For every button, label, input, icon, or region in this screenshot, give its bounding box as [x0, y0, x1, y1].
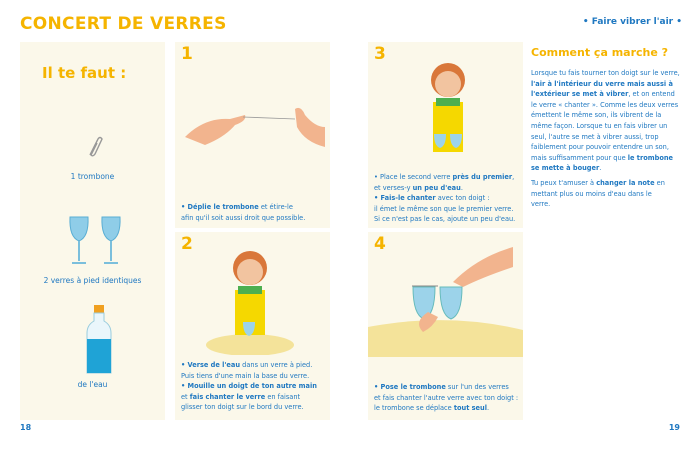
- bold-text: fais chanter le verre: [189, 392, 266, 401]
- text: et verses-y: [374, 183, 413, 192]
- text: .: [487, 404, 490, 412]
- page-number-right: 19: [668, 423, 680, 432]
- step-number: 2: [181, 234, 193, 254]
- text: et fais chanter l'autre verre avec ton doigt :: [374, 393, 519, 402]
- step-3-text: [374, 172, 515, 225]
- child-with-glass-illustration: [205, 240, 305, 355]
- text: en faisant: [265, 392, 301, 401]
- bold-text: • Pose le trombone: [374, 383, 446, 391]
- step-4-panel: [368, 232, 523, 420]
- text: et: [181, 392, 190, 401]
- text: Tu peux t'amuser à: [531, 178, 597, 187]
- text: Lorsque tu fais tourner ton doigt sur le verre,: [531, 69, 680, 77]
- text: afin qu'il soit aussi droit que possible.: [181, 213, 306, 222]
- text: sur l'un des verres: [445, 383, 509, 391]
- text: et étire-le: [258, 203, 293, 211]
- section-label: • Faire vibrer l'air •: [582, 17, 682, 27]
- step-3-panel: [368, 42, 523, 228]
- child-with-two-glasses-illustration: [408, 52, 508, 167]
- text: il émet le même son que le premier verre.: [374, 204, 514, 213]
- step-4-text: [374, 382, 518, 414]
- bold-text: tout seul: [453, 404, 487, 412]
- bold-text: • Déplie le trombone: [181, 203, 259, 211]
- text: Puis tiens d'une main la base du verre.: [181, 371, 310, 380]
- text: glisser ton doigt sur le bord du verre.: [181, 403, 304, 411]
- text: ,: [512, 173, 515, 181]
- text: en mettant plus ou moins d'eau dans le verre.: [531, 178, 665, 209]
- page-title: CONCERT DE VERRES: [20, 14, 227, 34]
- bold-text: • Mouille un doigt de ton autre main: [181, 382, 317, 390]
- materials-heading: Il te faut :: [42, 64, 127, 82]
- explanation-heading: Comment ça marche ?: [531, 46, 669, 59]
- water-bottle-icon: [86, 305, 112, 375]
- text: .: [460, 183, 463, 192]
- text: avec ton doigt :: [435, 194, 490, 202]
- bold-text: près du premier: [452, 173, 513, 181]
- bold-text: changer la note: [596, 178, 655, 187]
- step-2-panel: [175, 232, 330, 420]
- glasses-with-paperclip-illustration: [368, 242, 523, 357]
- step-number: 1: [181, 44, 193, 64]
- text: Si ce n'est pas le cas, ajoute un peu d'eau.: [374, 215, 516, 223]
- bold-text: • Verse de l'eau: [181, 361, 241, 369]
- paperclip-icon: [84, 135, 104, 159]
- explanation-text: [531, 68, 696, 210]
- page-number-left: 18: [20, 423, 32, 432]
- text: dans un verre à pied.: [240, 361, 313, 369]
- text: .: [599, 164, 602, 173]
- step-1-text: [181, 202, 305, 223]
- material-glasses: 2 verres à pied identiques: [43, 276, 142, 285]
- text: , et on entend le verre « chanter ». Comme les deux verres émettent le même son, ils vibrent de la même façon. Lorsque tu en fais vibrer un seul, l'autre se met à vibrer aussi, trop faiblement pour pouvoir entendre un son, mais suffisamment pour que: [531, 90, 679, 162]
- step-number: 4: [374, 234, 386, 254]
- material-paperclip: 1 trombone: [70, 172, 115, 181]
- bold-text: un peu d'eau: [412, 183, 461, 192]
- step-number: 3: [374, 44, 386, 64]
- hands-stretching-paperclip-illustration: [185, 97, 325, 157]
- bold-text: • Fais-le chanter: [374, 194, 436, 202]
- step-1-panel: [175, 42, 330, 228]
- bold-text: le trombone se mette à bouger: [531, 153, 674, 173]
- wine-glasses-icon: [66, 215, 126, 267]
- text: • Place le second verre: [374, 173, 453, 181]
- material-water: de l'eau: [77, 380, 108, 389]
- text: le trombone se déplace: [374, 404, 454, 412]
- step-2-text: [181, 360, 317, 413]
- bold-text: l'air à l'intérieur du verre mais aussi à l'extérieur se met à vibrer: [531, 79, 673, 99]
